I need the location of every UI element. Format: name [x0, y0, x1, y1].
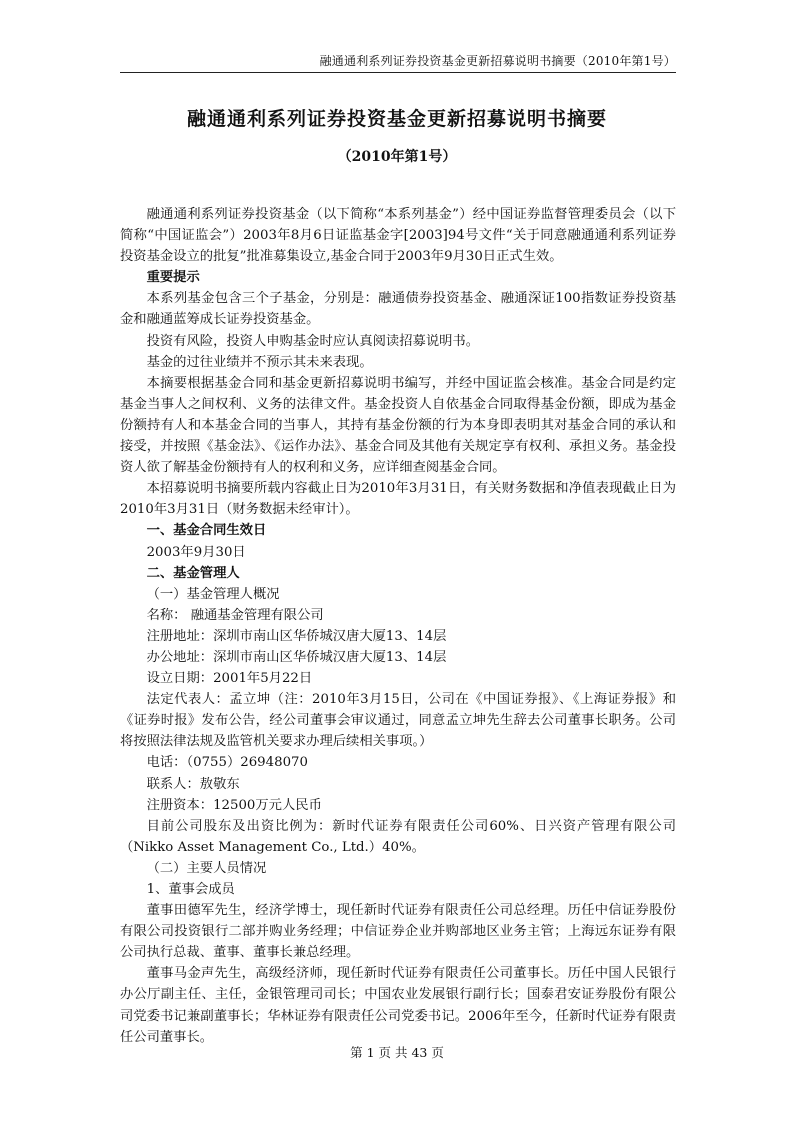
legal-representative: 法定代表人：孟立坤（注：2010年3月15日，公司在《中国证券报》、《上海证券报》和《证券时报》发布公告，经公司董事会审议通过，同意孟立坤先生辞去公司董事长职务。公司将按照法律法规及监管机关要求办理后续相关事项。） — [120, 692, 676, 750]
past-performance-paragraph: 基金的过往业绩并不预示其未来表现。 — [146, 354, 373, 370]
contact-person: 联系人：敖敬东 — [146, 776, 240, 792]
registered-address: 注册地址：深圳市南山区华侨城汉唐大厦13、14层 — [146, 628, 447, 644]
subsection-personnel: （二）主要人员情况 — [146, 860, 267, 876]
registered-capital: 注册资本：12500万元人民币 — [146, 797, 322, 813]
section-heading-2: 二、基金管理人 — [146, 565, 240, 581]
company-name: 名称： 融通基金管理有限公司 — [146, 607, 324, 623]
running-header — [120, 52, 676, 73]
document-body — [120, 204, 676, 1048]
shareholders-paragraph: 目前公司股东及出资比例为：新时代证券有限责任公司60%、日兴资产管理有限公司（Nikko Asset Management Co., Ltd.）40%。 — [120, 818, 676, 855]
important-heading: 重要提示 — [146, 270, 200, 286]
effective-date: 2003年9月30日 — [146, 544, 246, 560]
phone: 电话：（0755）26948070 — [146, 755, 308, 771]
document-title: 融通通利系列证券投资基金更新招募说明书摘要 — [186, 108, 607, 130]
document-subtitle: （2010年第1号） — [337, 149, 457, 165]
establishment-date: 设立日期：2001年5月22日 — [146, 671, 313, 687]
summary-paragraph: 本摘要根据基金合同和基金更新招募说明书编写，并经中国证监会核准。基金合同是约定基金当事人之间权利、义务的法律文件。基金投资人自依基金合同取得基金份额，即成为基金份额持有人和本基金合同的当事人，其持有基金份额的行为本身即表明其对基金合同的承认和接受，并按照《基金法》、《运作办法》、基金合同及其他有关规定享有权利、承担义务。基金投资人欲了解基金份额持有人的权利和义务，应详细查阅基金合同。 — [120, 375, 676, 476]
board-heading: 1、董事会成员 — [146, 882, 235, 897]
dates-paragraph: 本招募说明书摘要所载内容截止日为2010年3月31日，有关财务数据和净值表现截止日为2010年3月31日（财务数据未经审计）。 — [120, 481, 676, 518]
intro-paragraph: 融通通利系列证券投资基金（以下简称“本系列基金”）经中国证券监督管理委员会（以下简称“中国证监会”）2003年8月6日证监基金字[2003]94号文件“关于同意融通通利系列证券投资基金设立的批复”批准募集设立,基金合同于2003年9月30日正式生效。 — [120, 207, 676, 265]
section-heading-1: 一、基金合同生效日 — [146, 523, 267, 539]
subsection-overview: （一）基金管理人概况 — [146, 586, 280, 602]
funds-paragraph: 本系列基金包含三个子基金，分别是：融通债券投资基金、融通深证100指数证券投资基金和融通蓝筹成长证券投资基金。 — [120, 291, 676, 328]
risk-paragraph: 投资有风险，投资人申购基金时应认真阅读招募说明书。 — [146, 333, 480, 349]
director-paragraph: 董事马金声先生，高级经济师，现任新时代证券有限责任公司董事长。历任中国人民银行办公厅副主任、主任，金银管理司司长；中国农业发展银行副行长；国泰君安证券股份有限公司党委书记兼副董事长；华林证券有限责任公司党委书记。2006年至今，任新时代证券有限责任公司董事长。 — [120, 966, 676, 1045]
running-title: 融通通利系列证券投资基金更新招募说明书摘要（2010年第1号） — [319, 54, 676, 68]
office-address: 办公地址：深圳市南山区华侨城汉唐大厦13、14层 — [146, 649, 447, 665]
director-paragraph: 董事田德军先生，经济学博士，现任新时代证券有限责任公司总经理。历任中信证券股份有限公司投资银行二部并购业务经理；中信证券企业并购部地区业务主管；上海远东证券有限公司执行总裁、董事、董事长兼总经理。 — [120, 903, 676, 961]
page-number: 第 1 页 共 43 页 — [350, 1045, 444, 1060]
